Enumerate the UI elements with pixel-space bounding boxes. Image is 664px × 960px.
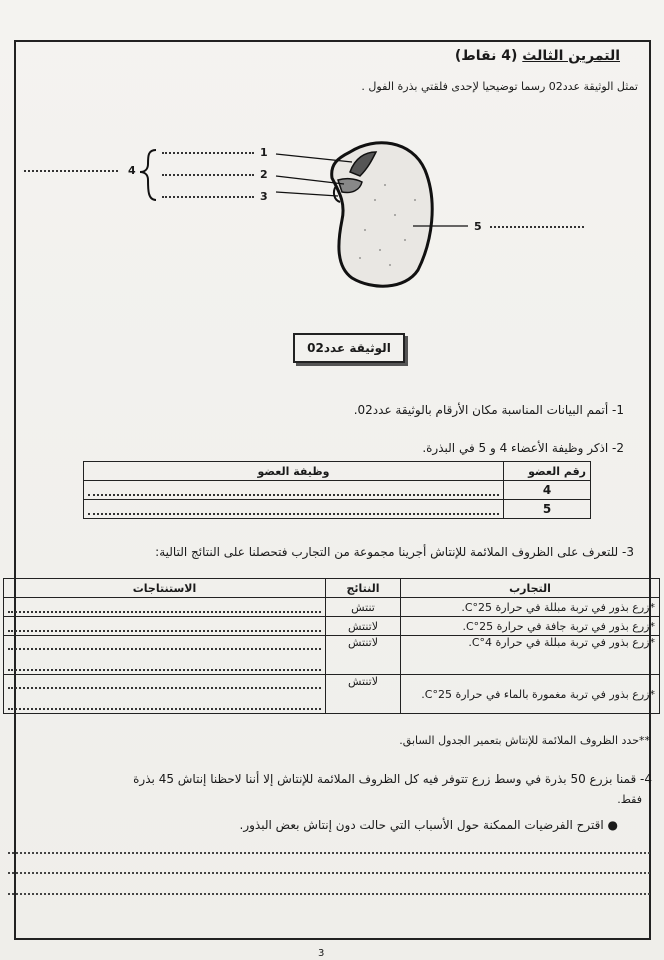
organ-number-header: رقم العضو — [504, 462, 591, 481]
question-3-note: **حدد الظروف الملائمة للإنتاش بتعمير الجدول السابق. — [399, 734, 650, 747]
experiments-table — [3, 578, 660, 714]
question-4-line2: فقط. — [617, 793, 642, 806]
figure-label-5: 5 — [474, 220, 482, 233]
question-4-bullet — [240, 818, 618, 832]
question-4-line1: 4- قمنا بزرع 50 بذرة في وسط زرع تتوفر فيه كل الظروف الملائمة للإنتاش إلا أننا لاحظنا إنتاش 45 بذرة — [133, 772, 652, 786]
figure-label-2: 2 — [260, 168, 268, 181]
organ-function-table — [83, 461, 591, 519]
answer-line[interactable] — [8, 872, 650, 874]
experiments-header: التجارب — [401, 579, 660, 598]
question-1: 1- أتمم البيانات المناسبة مكان الأرقام بالوثيقة عدد02. — [353, 403, 624, 417]
question-4-bullet-text: اقترح الفرضيات الممكنة حول الأسباب التي حالت دون إنتاش بعض البذور. — [239, 818, 604, 832]
exercise-title — [455, 48, 620, 64]
table-header-row — [4, 579, 660, 598]
table-row — [84, 481, 591, 500]
experiment-cell: *زرع بذور في تربة مغمورة بالماء في حرارة 25°C. — [401, 675, 660, 714]
figure-line-3 — [162, 196, 254, 198]
conclusion-answer[interactable] — [4, 617, 326, 636]
answer-line[interactable] — [8, 852, 650, 854]
organ-number: 4 — [504, 481, 591, 500]
figure-line-5 — [490, 226, 584, 228]
bean-seed-figure — [20, 130, 520, 300]
organ-function-answer[interactable] — [84, 500, 504, 519]
table-row — [84, 500, 591, 519]
table-row — [4, 636, 660, 675]
result-cell: تنتش — [326, 598, 401, 617]
table-row — [4, 617, 660, 636]
conclusions-header: الاستنتاجات — [4, 579, 326, 598]
result-cell: لاتنتش — [326, 617, 401, 636]
organ-function-answer[interactable] — [84, 481, 504, 500]
cotyledon-outline — [332, 143, 433, 286]
figure-label-4: 4 — [128, 164, 136, 177]
answer-line[interactable] — [8, 893, 650, 895]
conclusion-answer[interactable] — [4, 598, 326, 617]
figure-line-4 — [24, 170, 118, 172]
result-cell: لاتنتش — [326, 675, 401, 714]
organ-number: 5 — [504, 500, 591, 519]
experiment-cell: *زرع بذور في تربة مبللة في حرارة 4°C. — [401, 636, 660, 675]
bullet-icon: ● — [603, 818, 618, 832]
exercise-title-text: التمرين الثالث — [522, 48, 620, 64]
figure-label-1: 1 — [260, 146, 268, 159]
table-header-row — [84, 462, 591, 481]
figure-label-3: 3 — [260, 190, 268, 203]
figure-caption: الوثيقة عدد02 — [293, 333, 405, 363]
result-cell: لاتنتش — [326, 636, 401, 675]
results-header: النتائج — [326, 579, 401, 598]
experiment-cell: *زرع بذور في تربة جافة في حرارة 25°C. — [401, 617, 660, 636]
table-row — [4, 675, 660, 714]
organ-function-header: وظيفة العضو — [84, 462, 504, 481]
question-2: 2- اذكر وظيفة الأعضاء 4 و 5 في البذرة. — [422, 441, 624, 455]
conclusion-answer[interactable] — [4, 675, 326, 714]
conclusion-answer[interactable] — [4, 636, 326, 675]
exercise-intro: تمثل الوثيقة عدد02 رسما توضيحيا لإحدى فلقتي بذرة الفول . — [361, 80, 638, 93]
table-row — [4, 598, 660, 617]
question-3: 3- للتعرف على الظروف الملائمة للإنتاش أجرينا مجموعة من التجارب فتحصلنا على النتائج التالية: — [155, 545, 634, 559]
exercise-points: (4 نقاط) — [454, 48, 518, 64]
experiment-cell: *زرع بذور في تربة مبللة في حرارة 25°C. — [401, 598, 660, 617]
figure-line-2 — [162, 174, 254, 176]
figure-line-1 — [162, 152, 254, 154]
page-number: 3 — [318, 948, 325, 959]
